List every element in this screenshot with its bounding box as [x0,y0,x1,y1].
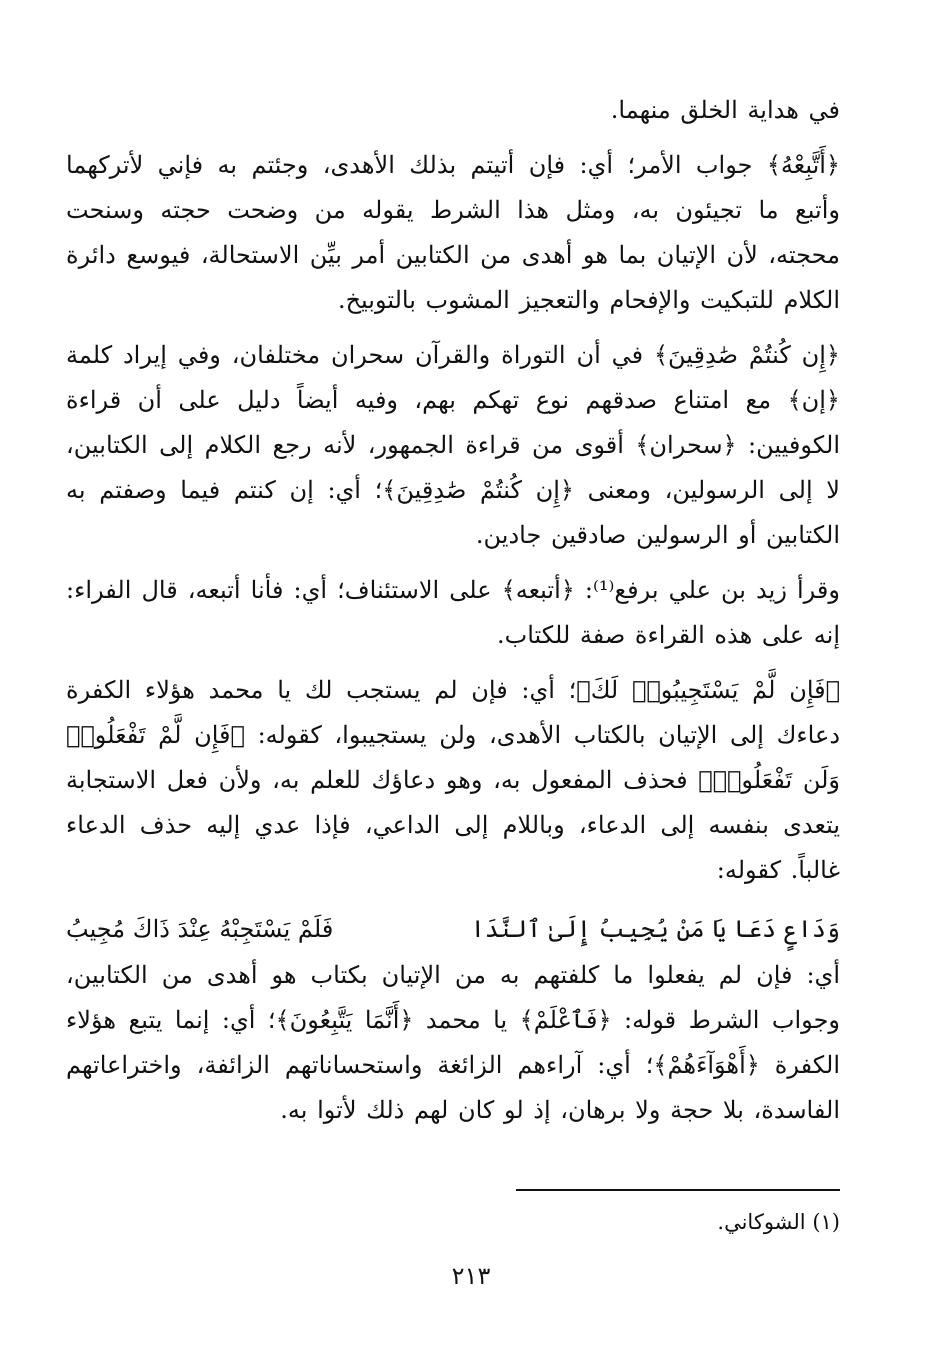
paragraph-6: أي: فإن لم يفعلوا ما كلفتهم به من الإتيان بكتاب هو أهدى من الكتابين، وجواب الشرط قوله: ﴿فَٱعْلَمْ﴾ يا محمد ﴿أَنَّمَا يَتَّبِعُونَ﴾؛ أي: إنما يتبع هؤلاء الكفرة ﴿أَهْوَآءَهُمْ﴾؛ أي: آراءهم الزائغة واستحساناتهم الزائفة، واختراعاتهم الفاسدة، بلا حجة ولا برهان، إذ لو كان لهم ذلك لأتوا به. [66,961,840,1124]
footnote: (١) الشوكاني. [717,1210,840,1234]
verse-second-hemistich: فَلَمْ يَسْتَجِبْهُ عِنْدَ ذَاكَ مُجِيبُ [66,915,334,943]
paragraph-1: في هداية الخلق منهما. [610,96,840,124]
footnote-divider [516,1189,840,1191]
page-body [66,88,840,1133]
page-number: ٢١٣ [451,1262,491,1290]
paragraph-4: وقرأ زيد بن علي برفع⁽¹⁾: ﴿أتبعه﴾ على الاستئناف؛ أي: فأنا أتبعه، قال الفراء: إنه على هذه القراءة صفة للكتاب. [66,576,840,649]
paragraph-5: ﴿فَإِن لَّمْ يَسْتَجِيبُوا۟ لَكَ﴾؛ أي: فإن لم يستجب لك يا محمد هؤلاء الكفرة دعاءك إلى الإتيان بالكتاب الأهدى، ولن يستجيبوا، كقوله: ﴿فَإِن لَّمْ تَفْعَلُوا۟ وَلَن تَفْعَلُوا۟﴾ فحذف المفعول به، وهو دعاؤك للعلم به، ولأن فعل الاستجابة يتعدى بنفسه إلى الدعاء، وباللام إلى الداعي، فإذا عدي إليه حذف الدعاء غالباً. كقوله: [66,676,840,884]
paragraph-3: ﴿إِن كُنتُمْ صَٰدِقِينَ﴾ في أن التوراة والقرآن سحران مختلفان، وفي إيراد كلمة ﴿إن﴾ مع امتناع صدقهم نوع تهكم بهم، وفيه أيضاً دليل على أن قراءة الكوفيين: ﴿سحران﴾ أقوى من قراءة الجمهور، لأنه رجع الكلام إلى الكتابين، لا إلى الرسولين، ومعنى ﴿إِن كُنتُمْ صَٰدِقِينَ﴾؛ أي: إن كنتم فيما وصفتم به الكتابين أو الرسولين صادقين جادين. [66,341,840,549]
poetry-verse [66,905,840,953]
paragraph-2: ﴿أَتَّبِعْهُ﴾ جواب الأمر؛ أي: فإن أتيتم بذلك الأهدى، وجئتم به فإني لأتركهما وأتبع ما تجيئون به، ومثل هذا الشرط يقوله من وضحت حجته وسنحت محجته، لأن الإتيان بما هو أهدى من الكتابين أمر بيِّن الاستحالة، فيوسع دائرة الكلام للتبكيت والإفحام والتعجيز المشوب بالتوبيخ. [66,151,840,314]
verse-first-hemistich: وَدَاعٍ دَعَا يَا مَنْ يُجِيبُ إِلَىٰ ٱلنَّدَا [470,915,840,943]
